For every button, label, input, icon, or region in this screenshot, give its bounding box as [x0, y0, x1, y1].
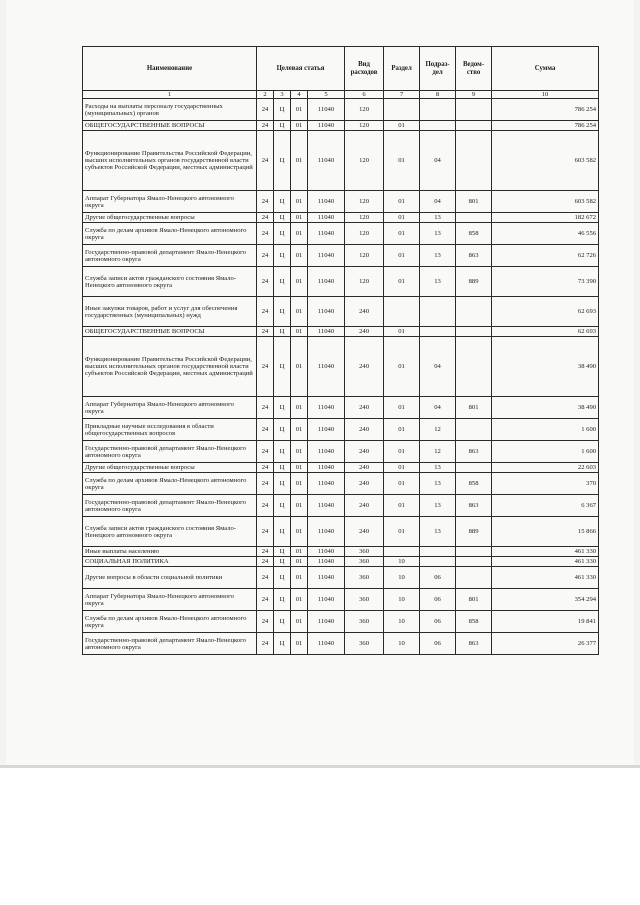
expense-type-cell: 360: [345, 633, 384, 655]
expense-type-cell: 360: [345, 567, 384, 589]
header-section: Раздел: [384, 47, 420, 91]
department-cell: 863: [456, 245, 492, 267]
table-row: [83, 131, 599, 191]
table-body: [83, 99, 599, 655]
target-code-part: 01: [291, 547, 308, 557]
table-row: [83, 473, 599, 495]
row-name: ОБЩЕГОСУДАРСТВЕННЫЕ ВОПРОСЫ: [83, 327, 257, 337]
row-name: Функционирование Правительства Российской Федерации, высших исполнительных органов государственной власти субъектов Российской Федерации, местных администраций: [83, 337, 257, 397]
expense-type-cell: 240: [345, 419, 384, 441]
target-code-part: 11040: [308, 547, 345, 557]
target-code-part: 01: [291, 441, 308, 463]
section-cell: 01: [384, 327, 420, 337]
department-cell: 863: [456, 441, 492, 463]
sum-cell: 370: [492, 473, 599, 495]
row-name: Государственно-правовой департамент Ямало-Ненецкого автономного округа: [83, 495, 257, 517]
sum-cell: 1 600: [492, 441, 599, 463]
subsection-cell: 06: [420, 633, 456, 655]
section-cell: 01: [384, 517, 420, 547]
target-code-part: 24: [257, 517, 274, 547]
target-code-part: 24: [257, 473, 274, 495]
target-code-part: 11040: [308, 191, 345, 213]
target-code-part: 01: [291, 245, 308, 267]
subsection-cell: [420, 327, 456, 337]
sum-cell: 786 254: [492, 99, 599, 121]
target-code-part: Ц: [274, 611, 291, 633]
section-cell: 01: [384, 337, 420, 397]
sum-cell: 461 330: [492, 547, 599, 557]
target-code-part: 11040: [308, 223, 345, 245]
row-name: Государственно-правовой департамент Ямало-Ненецкого автономного округа: [83, 441, 257, 463]
section-cell: 01: [384, 397, 420, 419]
subsection-cell: [420, 547, 456, 557]
sum-cell: 62 693: [492, 297, 599, 327]
table-row: [83, 611, 599, 633]
target-code-part: Ц: [274, 495, 291, 517]
subsection-cell: 13: [420, 267, 456, 297]
target-code-part: Ц: [274, 245, 291, 267]
department-cell: [456, 213, 492, 223]
expense-type-cell: 240: [345, 327, 384, 337]
table-row: [83, 223, 599, 245]
row-name: Аппарат Губернатора Ямало-Ненецкого автономного округа: [83, 397, 257, 419]
target-code-part: Ц: [274, 131, 291, 191]
section-cell: 10: [384, 611, 420, 633]
header-target: Целевая статья: [257, 47, 345, 91]
expense-type-cell: 120: [345, 121, 384, 131]
target-code-part: 01: [291, 473, 308, 495]
expense-type-cell: 240: [345, 463, 384, 473]
expense-type-cell: 120: [345, 191, 384, 213]
table-row: [83, 337, 599, 397]
sum-cell: 19 841: [492, 611, 599, 633]
target-code-part: Ц: [274, 441, 291, 463]
sum-cell: 26 377: [492, 633, 599, 655]
target-code-part: Ц: [274, 567, 291, 589]
expense-type-cell: 360: [345, 589, 384, 611]
expense-type-cell: 240: [345, 441, 384, 463]
sum-cell: 1 600: [492, 419, 599, 441]
expense-type-cell: 120: [345, 267, 384, 297]
table-row: [83, 99, 599, 121]
target-code-part: 11040: [308, 463, 345, 473]
expense-type-cell: 240: [345, 517, 384, 547]
department-cell: 858: [456, 223, 492, 245]
row-name: СОЦИАЛЬНАЯ ПОЛИТИКА: [83, 557, 257, 567]
target-code-part: 24: [257, 327, 274, 337]
target-code-part: 11040: [308, 567, 345, 589]
target-code-part: 24: [257, 191, 274, 213]
subsection-cell: 04: [420, 191, 456, 213]
target-code-part: 01: [291, 223, 308, 245]
target-code-part: Ц: [274, 633, 291, 655]
section-cell: 01: [384, 121, 420, 131]
row-name: Расходы на выплаты персоналу государственных (муниципальных) органов: [83, 99, 257, 121]
sum-cell: 22 603: [492, 463, 599, 473]
target-code-part: 24: [257, 463, 274, 473]
target-code-part: 24: [257, 213, 274, 223]
target-code-part: 11040: [308, 419, 345, 441]
section-cell: 01: [384, 191, 420, 213]
target-code-part: 01: [291, 589, 308, 611]
table-row: [83, 213, 599, 223]
target-code-part: 01: [291, 611, 308, 633]
subsection-cell: 12: [420, 441, 456, 463]
target-code-part: Ц: [274, 297, 291, 327]
expense-type-cell: 240: [345, 337, 384, 397]
header-subsection: Подраз-дел: [420, 47, 456, 91]
target-code-part: 11040: [308, 213, 345, 223]
target-code-part: Ц: [274, 337, 291, 397]
department-cell: 863: [456, 633, 492, 655]
target-code-part: 01: [291, 327, 308, 337]
sum-cell: 62 693: [492, 327, 599, 337]
section-cell: 01: [384, 473, 420, 495]
target-code-part: 01: [291, 297, 308, 327]
sum-cell: 603 582: [492, 191, 599, 213]
target-code-part: Ц: [274, 589, 291, 611]
table-row: [83, 495, 599, 517]
department-cell: 801: [456, 397, 492, 419]
sum-cell: 46 556: [492, 223, 599, 245]
expense-type-cell: 120: [345, 223, 384, 245]
column-number-row: [83, 91, 599, 99]
row-name: Аппарат Губернатора Ямало-Ненецкого автономного округа: [83, 589, 257, 611]
department-cell: [456, 463, 492, 473]
section-cell: 01: [384, 419, 420, 441]
column-number: 6: [345, 91, 384, 99]
sum-cell: 354 294: [492, 589, 599, 611]
sum-cell: 15 866: [492, 517, 599, 547]
target-code-part: 11040: [308, 633, 345, 655]
row-name: Служба записи актов гражданского состояния Ямало-Ненецкого автономного округа: [83, 267, 257, 297]
target-code-part: Ц: [274, 517, 291, 547]
target-code-part: 24: [257, 297, 274, 327]
sum-cell: 461 330: [492, 567, 599, 589]
expense-type-cell: 240: [345, 495, 384, 517]
table-row: [83, 547, 599, 557]
expense-type-cell: 360: [345, 557, 384, 567]
sum-cell: 182 672: [492, 213, 599, 223]
target-code-part: 11040: [308, 611, 345, 633]
table-row: [83, 191, 599, 213]
expense-type-cell: 360: [345, 547, 384, 557]
expense-type-cell: 240: [345, 473, 384, 495]
target-code-part: Ц: [274, 223, 291, 245]
column-number: 5: [308, 91, 345, 99]
sum-cell: 38 490: [492, 337, 599, 397]
sum-cell: 38 490: [492, 397, 599, 419]
department-cell: 889: [456, 267, 492, 297]
subsection-cell: 06: [420, 611, 456, 633]
department-cell: 889: [456, 517, 492, 547]
department-cell: [456, 567, 492, 589]
subsection-cell: 06: [420, 567, 456, 589]
column-number: 1: [83, 91, 257, 99]
section-cell: 01: [384, 131, 420, 191]
department-cell: [456, 547, 492, 557]
table-row: [83, 517, 599, 547]
column-number: 10: [492, 91, 599, 99]
target-code-part: Ц: [274, 327, 291, 337]
target-code-part: 11040: [308, 121, 345, 131]
expense-type-cell: 120: [345, 245, 384, 267]
section-cell: 01: [384, 463, 420, 473]
sum-cell: 461 330: [492, 557, 599, 567]
target-code-part: 01: [291, 191, 308, 213]
target-code-part: 01: [291, 131, 308, 191]
department-cell: [456, 99, 492, 121]
column-number: 2: [257, 91, 274, 99]
department-cell: 858: [456, 473, 492, 495]
department-cell: [456, 131, 492, 191]
target-code-part: 11040: [308, 517, 345, 547]
table-row: [83, 463, 599, 473]
department-cell: [456, 121, 492, 131]
table-row: [83, 297, 599, 327]
target-code-part: 24: [257, 557, 274, 567]
subsection-cell: [420, 297, 456, 327]
table-row: [83, 327, 599, 337]
target-code-part: 24: [257, 633, 274, 655]
table-row: [83, 557, 599, 567]
table-row: [83, 633, 599, 655]
target-code-part: 24: [257, 589, 274, 611]
target-code-part: 24: [257, 121, 274, 131]
row-name: Иные выплаты населению: [83, 547, 257, 557]
column-number: 4: [291, 91, 308, 99]
target-code-part: 11040: [308, 267, 345, 297]
row-name: Служба по делам архивов Ямало-Ненецкого автономного округа: [83, 223, 257, 245]
expense-type-cell: 120: [345, 99, 384, 121]
target-code-part: 11040: [308, 337, 345, 397]
department-cell: [456, 327, 492, 337]
expense-type-cell: 240: [345, 397, 384, 419]
target-code-part: 24: [257, 223, 274, 245]
section-cell: 10: [384, 557, 420, 567]
expense-type-cell: 360: [345, 611, 384, 633]
section-cell: [384, 547, 420, 557]
section-cell: 01: [384, 213, 420, 223]
target-code-part: 11040: [308, 441, 345, 463]
section-cell: 10: [384, 633, 420, 655]
target-code-part: Ц: [274, 473, 291, 495]
target-code-part: 01: [291, 495, 308, 517]
table-row: [83, 589, 599, 611]
header-dept: Ведом-ство: [456, 47, 492, 91]
section-cell: 10: [384, 589, 420, 611]
target-code-part: 01: [291, 633, 308, 655]
target-code-part: 01: [291, 557, 308, 567]
table-row: [83, 267, 599, 297]
target-code-part: 01: [291, 337, 308, 397]
row-name: Аппарат Губернатора Ямало-Ненецкого автономного округа: [83, 191, 257, 213]
row-name: Служба по делам архивов Ямало-Ненецкого автономного округа: [83, 611, 257, 633]
column-number: 9: [456, 91, 492, 99]
target-code-part: 24: [257, 267, 274, 297]
sum-cell: 603 582: [492, 131, 599, 191]
target-code-part: 24: [257, 245, 274, 267]
section-cell: 01: [384, 245, 420, 267]
target-code-part: 11040: [308, 131, 345, 191]
target-code-part: Ц: [274, 557, 291, 567]
target-code-part: 24: [257, 131, 274, 191]
sum-cell: 786 254: [492, 121, 599, 131]
target-code-part: 11040: [308, 99, 345, 121]
subsection-cell: 13: [420, 463, 456, 473]
section-cell: [384, 99, 420, 121]
target-code-part: Ц: [274, 397, 291, 419]
subsection-cell: 04: [420, 397, 456, 419]
subsection-cell: 04: [420, 337, 456, 397]
target-code-part: 11040: [308, 495, 345, 517]
target-code-part: 24: [257, 397, 274, 419]
row-name: Другие общегосударственные вопросы: [83, 213, 257, 223]
subsection-cell: 06: [420, 589, 456, 611]
row-name: Служба по делам архивов Ямало-Ненецкого автономного округа: [83, 473, 257, 495]
target-code-part: 24: [257, 99, 274, 121]
target-code-part: Ц: [274, 419, 291, 441]
subsection-cell: [420, 557, 456, 567]
target-code-part: 24: [257, 567, 274, 589]
target-code-part: 01: [291, 463, 308, 473]
section-cell: 01: [384, 267, 420, 297]
section-cell: 10: [384, 567, 420, 589]
target-code-part: 11040: [308, 473, 345, 495]
row-name: Другие общегосударственные вопросы: [83, 463, 257, 473]
target-code-part: 11040: [308, 327, 345, 337]
section-cell: 01: [384, 495, 420, 517]
target-code-part: 01: [291, 517, 308, 547]
section-cell: [384, 297, 420, 327]
department-cell: [456, 297, 492, 327]
table-row: [83, 397, 599, 419]
subsection-cell: 13: [420, 473, 456, 495]
row-name: Другие вопросы в области социальной политики: [83, 567, 257, 589]
target-code-part: Ц: [274, 99, 291, 121]
table-row: [83, 441, 599, 463]
sum-cell: 62 726: [492, 245, 599, 267]
target-code-part: 24: [257, 441, 274, 463]
table-row: [83, 121, 599, 131]
expense-type-cell: 120: [345, 131, 384, 191]
department-cell: [456, 337, 492, 397]
header-row: [83, 47, 599, 91]
target-code-part: 11040: [308, 589, 345, 611]
table-row: [83, 245, 599, 267]
target-code-part: 24: [257, 547, 274, 557]
department-cell: 863: [456, 495, 492, 517]
row-name: ОБЩЕГОСУДАРСТВЕННЫЕ ВОПРОСЫ: [83, 121, 257, 131]
subsection-cell: 13: [420, 223, 456, 245]
target-code-part: 24: [257, 419, 274, 441]
sum-cell: 73 390: [492, 267, 599, 297]
target-code-part: 11040: [308, 297, 345, 327]
row-name: Функционирование Правительства Российской Федерации, высших исполнительных органов государственной власти субъектов Российской Федерации, местных администраций: [83, 131, 257, 191]
header-name: Наименование: [83, 47, 257, 91]
target-code-part: 24: [257, 337, 274, 397]
expense-type-cell: 120: [345, 213, 384, 223]
department-cell: 858: [456, 611, 492, 633]
target-code-part: 01: [291, 267, 308, 297]
target-code-part: 24: [257, 495, 274, 517]
section-cell: 01: [384, 441, 420, 463]
target-code-part: 01: [291, 121, 308, 131]
subsection-cell: 13: [420, 517, 456, 547]
target-code-part: 11040: [308, 557, 345, 567]
subsection-cell: [420, 99, 456, 121]
header-sum: Сумма: [492, 47, 599, 91]
target-code-part: 11040: [308, 397, 345, 419]
department-cell: [456, 557, 492, 567]
scan-edge: [0, 765, 640, 768]
target-code-part: 01: [291, 213, 308, 223]
column-number: 3: [274, 91, 291, 99]
department-cell: 801: [456, 191, 492, 213]
target-code-part: 24: [257, 611, 274, 633]
budget-table: [82, 46, 599, 655]
row-name: Служба записи актов гражданского состояния Ямало-Ненецкого автономного округа: [83, 517, 257, 547]
subsection-cell: 04: [420, 131, 456, 191]
subsection-cell: 13: [420, 213, 456, 223]
target-code-part: Ц: [274, 267, 291, 297]
header-type: Вид расходов: [345, 47, 384, 91]
column-number: 8: [420, 91, 456, 99]
department-cell: 801: [456, 589, 492, 611]
table-row: [83, 567, 599, 589]
subsection-cell: 12: [420, 419, 456, 441]
table-row: [83, 419, 599, 441]
target-code-part: 01: [291, 567, 308, 589]
row-name: Иные закупки товаров, работ и услуг для обеспечения государственных (муниципальных) нужд: [83, 297, 257, 327]
target-code-part: 01: [291, 397, 308, 419]
row-name: Прикладные научные исследования в области общегосударственных вопросов: [83, 419, 257, 441]
section-cell: 01: [384, 223, 420, 245]
target-code-part: Ц: [274, 191, 291, 213]
target-code-part: 11040: [308, 245, 345, 267]
target-code-part: Ц: [274, 121, 291, 131]
expense-type-cell: 240: [345, 297, 384, 327]
column-number: 7: [384, 91, 420, 99]
subsection-cell: 13: [420, 245, 456, 267]
subsection-cell: [420, 121, 456, 131]
target-code-part: Ц: [274, 547, 291, 557]
sum-cell: 6 367: [492, 495, 599, 517]
target-code-part: Ц: [274, 463, 291, 473]
department-cell: [456, 419, 492, 441]
subsection-cell: 13: [420, 495, 456, 517]
target-code-part: 01: [291, 99, 308, 121]
row-name: Государственно-правовой департамент Ямало-Ненецкого автономного округа: [83, 245, 257, 267]
row-name: Государственно-правовой департамент Ямало-Ненецкого автономного округа: [83, 633, 257, 655]
target-code-part: 01: [291, 419, 308, 441]
target-code-part: Ц: [274, 213, 291, 223]
